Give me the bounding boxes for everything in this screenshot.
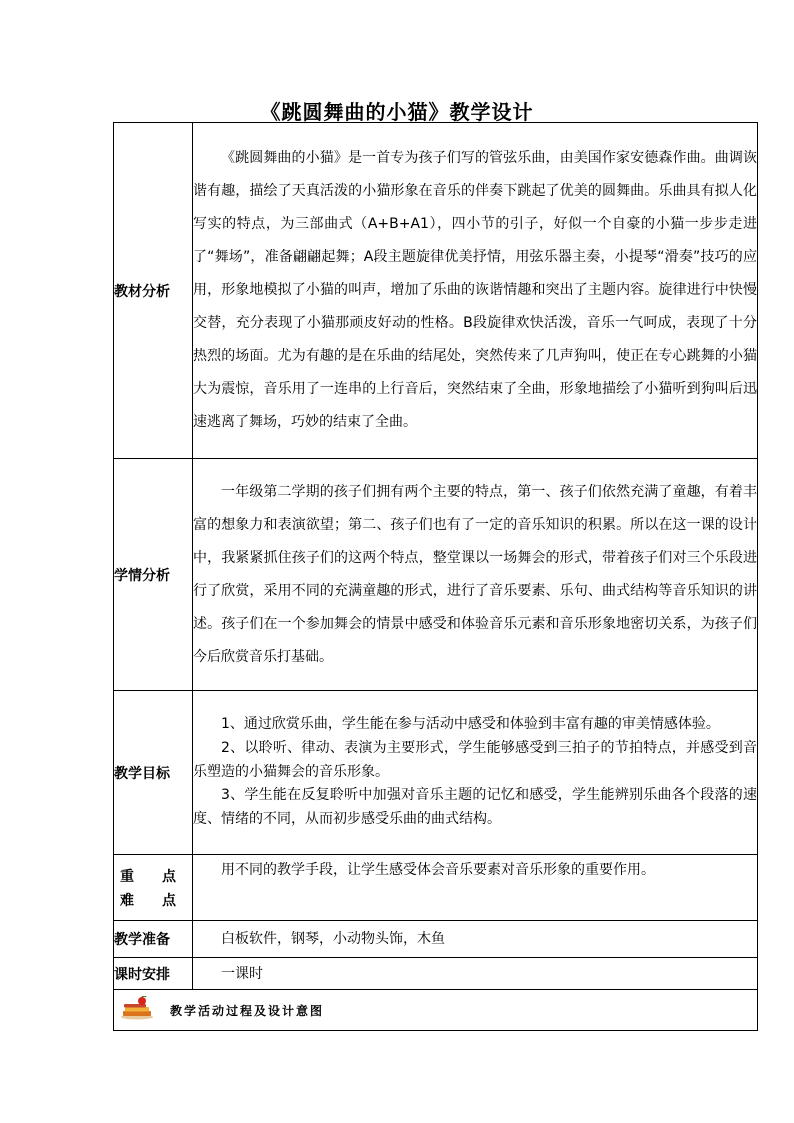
row-teaching-prep — [114, 921, 758, 958]
key-points-text: 用不同的教学手段，让学生感受体会音乐要素对音乐形象的重要作用。 — [221, 862, 655, 878]
books-with-apple-icon — [120, 996, 156, 1024]
row-activity-process-header — [114, 990, 758, 1031]
label-class-schedule: 课时安排 — [114, 958, 193, 990]
row-material-analysis — [114, 123, 758, 459]
goal-item: 3、学生能在反复聆听中加强对音乐主题的记忆和感受，学生能辨别乐曲各个段落的速度、情绪的不同，从而初步感受乐曲的曲式结构。 — [193, 787, 757, 828]
row-key-difficult-points — [114, 855, 758, 921]
goal-item: 2、以聆听、律动、表演为主要形式，学生能够感受到三拍子的节拍特点，并感受到音乐塑造的小猫舞会的音乐形象。 — [193, 739, 757, 780]
teaching-prep-text: 白板软件，钢琴，小动物头饰，木鱼 — [221, 931, 445, 947]
label-difficult-point: 难 点 — [120, 892, 176, 909]
learner-analysis-text: 一年级第二学期的孩子们拥有两个主要的特点，第一、孩子们依然充满了童趣，有着丰富的想象力和表演欲望；第二、孩子们也有了一定的音乐知识的积累。所以在这一课的设计中，我紧紧抓住孩子们的这两个特点，整堂课以一场舞会的形式，带着孩子们对三个乐段进行了欣赏，采用不同的充满童趣的形式，进行了音乐要素、乐句、曲式结构等音乐知识的讲述。孩子们在一个参加舞会的情景中感受和体验音乐元素和音乐形象地密切关系，为孩子们今后欣赏音乐打基础。 — [193, 483, 757, 665]
material-analysis-text: 《跳圆舞曲的小猫》是一首专为孩子们写的管弦乐曲，由美国作家安德森作曲。曲调诙谐有趣，描绘了天真活泼的小猫形象在音乐的伴奏下跳起了优美的圆舞曲。乐曲具有拟人化写实的特点，为三部曲式（A+B+A1），四小节的引子，好似一个自豪的小猫一步步走进了“舞场”，准备翩翩起舞；A段主题旋律优美抒情，用弦乐器主奏，小提琴“滑奏”技巧的应用，形象地模拟了小猫的叫声，增加了乐曲的诙谐情趣和突出了主题内容。旋律进行中快慢交替，充分表现了小猫那顽皮好动的性格。B段旋律欢快活泼，音乐一气呵成，表现了十分热烈的场面。尤为有趣的是在乐曲的结尾处，突然传来了几声狗叫，使正在专心跳舞的小猫大为震惊，音乐用了一连串的上行音后，突然结束了全曲，形象地描绘了小猫听到狗叫后迅速逃离了舞场，巧妙的结束了全曲。 — [193, 150, 757, 430]
label-teaching-prep: 教学准备 — [114, 921, 193, 958]
row-class-schedule — [114, 958, 758, 990]
row-teaching-goals — [114, 691, 758, 855]
label-key-difficult-points — [114, 855, 193, 921]
label-key-point: 重 点 — [120, 868, 176, 885]
label-material-analysis: 教材分析 — [114, 123, 193, 459]
label-learner-analysis: 学情分析 — [114, 459, 193, 691]
goal-item: 1、通过欣赏乐曲，学生能在参与活动中感受和体验到丰富有趣的审美情感体验。 — [221, 716, 720, 732]
page-title: 《跳圆舞曲的小猫》教学设计 — [260, 100, 534, 124]
label-teaching-goals: 教学目标 — [114, 691, 193, 855]
row-learner-analysis — [114, 459, 758, 691]
activity-process-heading: 教学活动过程及设计意图 — [170, 1003, 325, 1018]
class-schedule-text: 一课时 — [221, 965, 263, 982]
lesson-plan-table — [113, 122, 758, 1031]
